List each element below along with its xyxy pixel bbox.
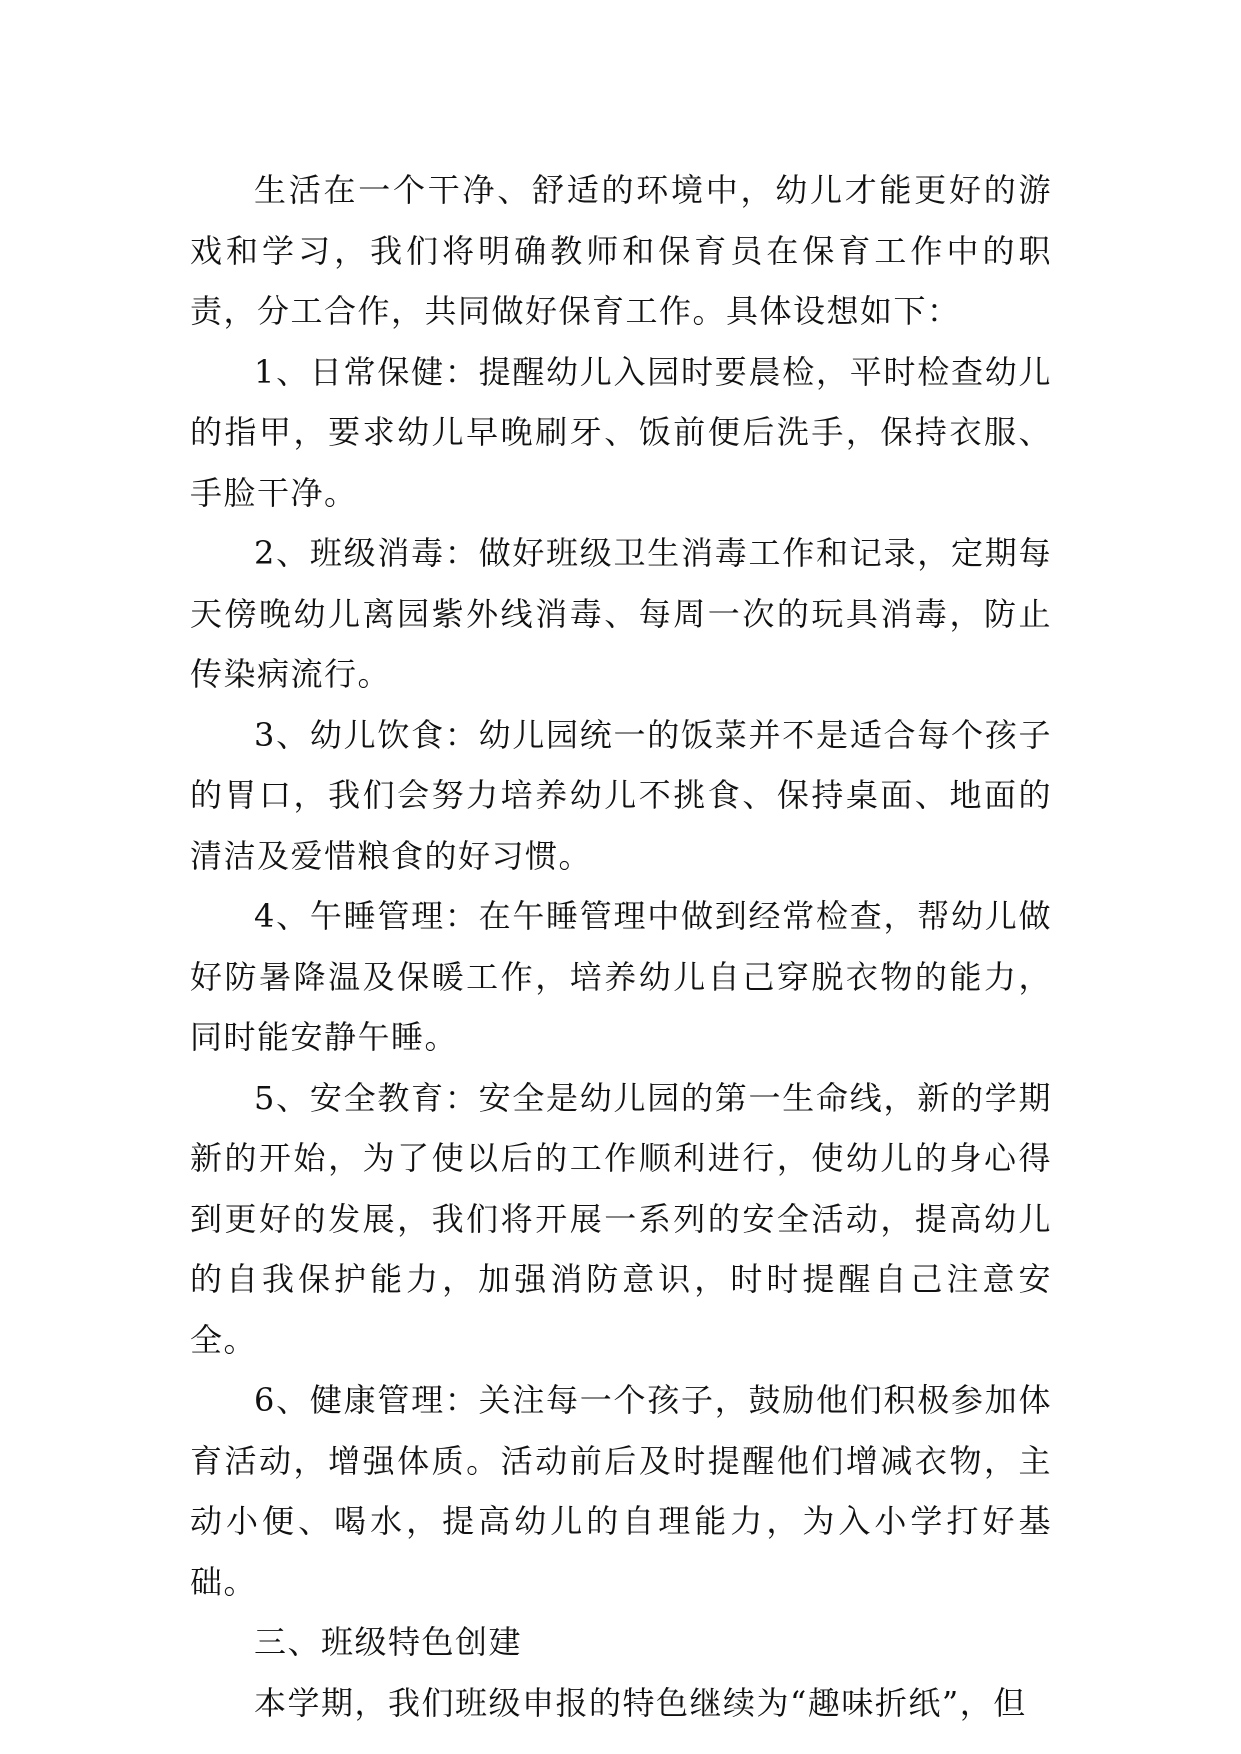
paragraph-class-disinfection: 2、班级消毒：做好班级卫生消毒工作和记录，定期每天傍晚幼儿离园紫外线消毒、每周一次的玩具消毒，防止传染病流行。 [190,534,1052,693]
paragraph-daily-health-care: 1、日常保健：提醒幼儿入园时要晨检，平时检查幼儿的指甲，要求幼儿早晚刷牙、饭前便后洗手，保持衣服、手脸干净。 [190,352,1052,512]
paragraph-intro: 生活在一个干净、舒适的环境中，幼儿才能更好的游戏和学习，我们将明确教师和保育员在保育工作中的职责，分工合作，共同做好保育工作。具体设想如下： [190,171,1052,330]
paragraph-child-diet: 3、幼儿饮食：幼儿园统一的饭菜并不是适合每个孩子的胃口，我们会努力培养幼儿不挑食、保持桌面、地面的清洁及爱惜粮食的好习惯。 [190,715,1052,875]
paragraph-class-feature: 本学期，我们班级申报的特色继续为“趣味折纸”，但 [254,1683,1027,1722]
document-body [190,160,1052,1733]
section-heading-class-feature: 三、班级特色创建 [254,1623,523,1661]
paragraph-health-management: 6、健康管理：关注每一个孩子，鼓励他们积极参加体育活动，增强体质。活动前后及时提醒他们增减衣物，主动小便、喝水，提高幼儿的自理能力，为入小学打好基础。 [190,1381,1052,1601]
paragraph-nap-management: 4、午睡管理：在午睡管理中做到经常检查，帮幼儿做好防暑降温及保暖工作，培养幼儿自己穿脱衣物的能力，同时能安静午睡。 [190,897,1052,1056]
paragraph-safety-education: 5、安全教育：安全是幼儿园的第一生命线，新的学期新的开始，为了使以后的工作顺利进行，使幼儿的身心得到更好的发展，我们将开展一系列的安全活动，提高幼儿的自我保护能力，加强消防意识，时时提醒自己注意安全。 [190,1078,1052,1359]
